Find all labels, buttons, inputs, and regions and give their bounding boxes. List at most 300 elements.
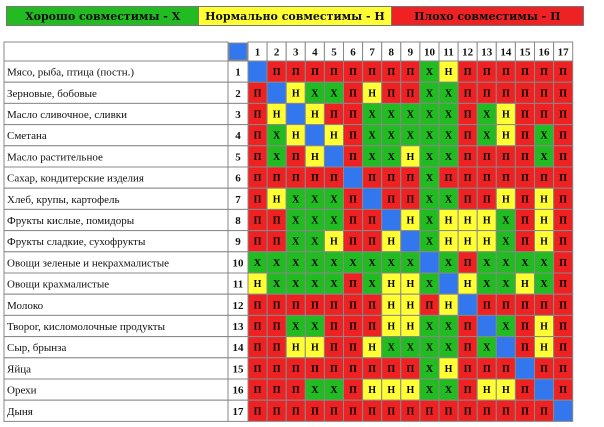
compatibility-mark: Х [425,109,434,121]
compatibility-mark: Н [540,342,548,354]
compatibility-mark: П [349,236,357,248]
row-label: Дыня [7,405,33,418]
compatibility-mark: Н [406,151,415,163]
compatibility-mark: Н [310,109,319,121]
compatibility-mark: П [310,406,319,418]
compatibility-mark: П [253,342,262,354]
compatibility-mark: П [291,300,300,312]
compatibility-mark: П [330,342,338,354]
diagonal-cell [458,294,477,315]
compatibility-mark: П [272,215,281,227]
compatibility-mark: П [463,173,472,185]
compatibility-mark: П [349,67,357,79]
compatibility-mark: П [521,130,529,142]
compatibility-mark: П [540,173,548,185]
compatibility-mark: Н [387,321,396,333]
compatibility-mark: Х [483,109,491,121]
compatibility-mark: П [272,236,281,248]
compatibility-mark: П [482,363,491,375]
compatibility-mark: П [291,67,300,79]
row-label-cell [4,358,228,379]
compatibility-mark: П [521,236,529,248]
diagonal-cell [363,188,382,209]
diagonal-cell [496,337,515,358]
compatibility-mark: П [559,215,568,227]
compatibility-mark: П [368,406,377,418]
compatibility-mark: Х [425,88,434,100]
compatibility-mark: П [272,67,281,79]
column-header-label: 1 [254,46,261,59]
compatibility-mark: Х [330,279,338,291]
compatibility-mark: П [559,321,568,333]
compatibility-mark: П [253,173,262,185]
compatibility-mark: Н [291,130,300,142]
compatibility-mark: Н [406,215,415,227]
compatibility-mark: Н [330,130,338,142]
compatibility-mark: П [463,151,472,163]
row-label: Масло сливочное, сливки [7,109,127,121]
compatibility-mark: Х [311,194,319,206]
compatibility-mark: П [349,194,357,206]
row-number: 13 [232,321,244,333]
compatibility-mark: П [521,88,529,100]
compatibility-mark: Н [387,385,396,397]
compatibility-mark: П [425,406,434,418]
row-label: Масло растительное [7,151,103,164]
compatibility-mark: Х [368,109,376,121]
compatibility-mark: Х [406,130,414,142]
compatibility-mark: П [253,109,262,121]
compatibility-mark: Х [425,67,434,79]
compatibility-mark: П [310,363,319,375]
compatibility-mark: П [291,385,300,397]
compatibility-mark: П [559,173,568,185]
compatibility-mark: Х [311,321,319,333]
compatibility-mark: П [559,151,568,163]
compatibility-mark: П [349,279,357,291]
compatibility-mark: П [253,363,262,375]
diagonal-cell [420,252,439,273]
row-number: 16 [232,384,244,397]
diagonal-cell [267,82,286,103]
compatibility-mark: П [501,151,510,163]
compatibility-mark: П [559,88,568,100]
compatibility-mark: П [482,151,491,163]
compatibility-mark: Х [502,236,510,248]
compatibility-mark: Х [444,342,453,354]
compatibility-mark: П [349,406,357,418]
compatibility-mark: Х [483,257,491,269]
compatibility-mark: Н [540,236,548,248]
compatibility-mark: Х [502,279,510,291]
compatibility-mark: П [559,279,568,291]
compatibility-mark: П [349,109,357,121]
compatibility-mark: П [559,385,568,397]
compatibility-mark: П [482,173,491,185]
compatibility-mark: П [559,130,568,142]
row-label: Сыр, брынза [7,342,67,355]
compatibility-mark: П [368,300,377,312]
diagonal-cell [382,209,401,230]
compatibility-mark: Х [273,130,281,142]
compatibility-mark: П [540,67,548,79]
compatibility-mark: П [463,109,472,121]
compatibility-mark: П [368,236,377,248]
row-label: Творог, кисломолочные продукты [7,321,165,333]
row-label: Зерновые, бобовые [7,87,97,100]
column-header-label: 10 [423,46,435,59]
compatibility-mark: П [310,67,319,79]
compatibility-mark: П [330,109,338,121]
compatibility-mark: Х [425,194,434,206]
compatibility-mark: Х [273,257,281,269]
compatibility-mark: П [521,406,529,418]
diagonal-cell [248,61,267,82]
compatibility-mark: Х [425,279,434,291]
compatibility-mark: П [368,321,377,333]
compatibility-mark: Х [444,321,453,333]
diagonal-cell [286,103,305,124]
compatibility-mark: Н [482,236,491,248]
compatibility-mark: Х [521,257,529,269]
row-number: 12 [232,299,244,312]
row-number: 10 [232,257,244,270]
compatibility-mark: П [501,67,510,79]
compatibility-mark: Х [425,173,434,185]
compatibility-mark: П [521,109,529,121]
compatibility-mark: П [368,173,377,185]
compatibility-mark: П [501,300,510,312]
compatibility-mark: Х [368,279,376,291]
compatibility-mark: Х [444,151,453,163]
compatibility-mark: Х [311,385,319,397]
compatibility-mark: П [272,300,281,312]
compatibility-mark: П [463,257,472,269]
compatibility-mark: П [559,300,568,312]
compatibility-mark: П [463,342,472,354]
row-label: Молоко [7,299,44,312]
compatibility-mark: Н [387,236,396,248]
compatibility-mark: Н [463,236,472,248]
compatibility-mark: Х [425,236,434,248]
compatibility-mark: Н [310,342,319,354]
compatibility-mark: Н [501,109,510,121]
column-header-label: 8 [388,46,394,59]
column-header-label: 7 [369,46,375,59]
compatibility-mark: Х [502,257,510,269]
compatibility-mark: П [482,88,491,100]
row-label: Сметана [7,130,47,143]
row-label: Фрукты сладкие, сухофрукты [7,236,146,249]
compatibility-mark: П [521,67,529,79]
compatibility-mark: П [444,406,453,418]
row-number: 3 [235,109,241,121]
compatibility-mark: П [521,194,529,206]
compatibility-mark: П [349,363,357,375]
compatibility-mark: Н [406,300,415,312]
compatibility-mark: Н [291,88,300,100]
column-header-label: 3 [293,46,299,59]
compatibility-mark: П [406,363,415,375]
compatibility-mark: П [406,67,415,79]
compatibility-mark: П [521,321,529,333]
compatibility-mark: П [501,363,510,375]
compatibility-mark: Х [387,109,395,121]
compatibility-mark: Х [311,88,319,100]
compatibility-mark: П [272,342,281,354]
compatibility-mark: П [425,300,434,312]
compatibility-mark: Х [273,151,281,163]
compatibility-mark: Н [501,385,510,397]
column-header-label: 2 [273,46,280,59]
row-number: 11 [232,278,244,291]
compatibility-mark: П [540,406,548,418]
column-header-label: 14 [500,46,512,59]
row-number: 17 [232,405,244,418]
compatibility-mark: П [463,88,472,100]
compatibility-mark: Х [330,385,338,397]
compatibility-mark: П [272,321,281,333]
compatibility-mark: П [253,151,262,163]
column-header-label: 11 [443,46,454,59]
compatibility-mark: П [368,67,377,79]
compatibility-mark: П [368,363,377,375]
compatibility-mark: П [272,406,281,418]
compatibility-mark: П [310,300,319,312]
compatibility-mark: П [291,173,300,185]
compatibility-mark: Н [463,279,472,291]
compatibility-mark: П [253,321,262,333]
diagonal-cell [401,231,420,252]
compatibility-mark: Н [253,279,262,291]
compatibility-mark: П [463,67,472,79]
column-header-label: 4 [312,46,318,59]
row-label: Овощи зеленые и некрахмалистые [7,257,170,270]
compatibility-mark: Х [406,257,414,269]
compatibility-mark: Х [311,236,319,248]
legend-normal: Нормально совместимы - Н [199,7,391,25]
compatibility-mark: Н [482,215,491,227]
compatibility-mark: П [559,363,568,375]
compatibility-mark: П [521,173,529,185]
compatibility-mark: Х [444,385,453,397]
compatibility-mark: П [291,406,300,418]
row-label: Сахар, кондитерские изделия [7,172,144,185]
compatibility-mark: П [253,406,262,418]
header-corner-cell [229,43,247,60]
compatibility-mark: Х [540,130,548,142]
row-label-cell [4,400,228,421]
compatibility-mark: Н [272,194,281,206]
row-number: 6 [235,172,241,185]
compatibility-mark: П [387,406,396,418]
compatibility-mark: Х [368,130,376,142]
compatibility-mark: Х [292,257,300,269]
compatibility-mark: Н [444,300,453,312]
compatibility-mark: П [463,321,472,333]
compatibility-mark: Н [406,279,415,291]
row-label: Орехи [7,384,37,397]
compatibility-mark: Н [406,321,415,333]
header-blank-cell [4,42,228,61]
row-label: Овощи крахмалистые [7,278,110,291]
column-header-label: 5 [331,46,337,59]
column-header-label: 12 [462,46,474,59]
compatibility-mark: Н [540,194,548,206]
compatibility-mark: П [272,173,281,185]
diagonal-cell [515,358,534,379]
compatibility-mark: П [349,321,357,333]
compatibility-mark: П [330,321,338,333]
compatibility-mark: Х [406,109,414,121]
diagonal-cell [477,315,496,336]
compatibility-mark: Х [425,385,434,397]
compatibility-mark: Х [368,257,376,269]
row-label: Фрукты кислые, помидоры [7,215,135,227]
compatibility-mark: Х [273,279,281,291]
compatibility-mark: Х [330,215,338,227]
compatibility-mark: П [330,363,338,375]
compatibility-mark: Х [387,151,395,163]
compatibility-mark: Х [311,279,319,291]
compatibility-mark: Х [444,194,453,206]
compatibility-mark: П [463,130,472,142]
compatibility-mark: Н [387,279,396,291]
compatibility-mark: Х [425,151,434,163]
compatibility-mark: П [387,88,396,100]
row-label: Яйца [7,363,31,376]
compatibility-mark: Х [330,88,338,100]
column-header-label: 17 [557,46,569,59]
compatibility-mark: Х [311,257,319,269]
compatibility-mark: П [501,406,510,418]
compatibility-mark: П [349,385,357,397]
compatibility-mark: Х [253,257,262,269]
row-number: 9 [235,236,241,249]
compatibility-mark: П [253,236,262,248]
compatibility-mark: Н [368,385,377,397]
row-number: 7 [235,193,241,206]
legend-bad: Плохо совместимы - П [392,7,583,25]
compatibility-mark: П [291,151,300,163]
compatibility-mark: Х [330,194,338,206]
compatibility-mark: Х [483,130,491,142]
compatibility-mark: П [349,300,357,312]
compatibility-mark: П [463,363,472,375]
diagonal-cell [535,379,554,400]
compatibility-mark: Н [406,385,415,397]
compatibility-mark: П [521,342,529,354]
compatibility-mark: Х [444,257,453,269]
row-number: 8 [235,215,241,227]
compatibility-mark: П [253,88,262,100]
compatibility-mark: П [330,67,338,79]
compatibility-mark: П [387,363,396,375]
row-number: 5 [235,151,241,164]
compatibility-mark: П [253,385,262,397]
compatibility-mark: П [349,88,357,100]
compatibility-mark: Х [444,130,453,142]
row-label: Хлеб, крупы, картофель [7,193,120,206]
row-number: 4 [235,130,241,143]
column-header-label: 9 [407,46,414,59]
compatibility-mark: Х [502,321,510,333]
row-number: 1 [235,66,241,79]
compatibility-mark: Н [291,342,300,354]
compatibility-mark: П [482,300,491,312]
compatibility-mark: Х [311,215,319,227]
compatibility-mark: Н [444,215,453,227]
row-number: 14 [232,342,244,355]
compatibility-mark: П [387,173,396,185]
compatibility-mark: П [501,173,510,185]
compatibility-mark: Х [368,151,376,163]
compatibility-mark: П [559,257,568,269]
compatibility-mark: П [521,300,529,312]
compatibility-mark: Н [540,215,548,227]
compatibility-mark: Х [387,130,395,142]
compatibility-mark: Х [540,151,548,163]
compatibility-mark: П [463,385,472,397]
compatibility-mark: П [349,215,357,227]
compatibility-mark: Х [425,321,434,333]
compatibility-mark: П [521,151,529,163]
compatibility-mark: П [253,215,262,227]
compatibility-mark: П [540,88,548,100]
compatibility-mark: П [406,88,415,100]
compatibility-mark: П [253,300,262,312]
compatibility-mark: Н [444,236,453,248]
compatibility-mark: П [349,130,357,142]
compatibility-mark: П [253,194,262,206]
column-header-label: 6 [350,46,356,59]
compatibility-mark: Х [349,257,357,269]
compatibility-mark: П [540,109,548,121]
compatibility-mark: Н [463,215,472,227]
compatibility-mark: П [482,194,491,206]
compatibility-mark: П [482,67,491,79]
compatibility-mark: Х [292,194,300,206]
compatibility-mark: Х [425,130,434,142]
compatibility-mark: Н [368,88,377,100]
compatibility-mark: П [521,215,529,227]
compatibility-mark: Н [387,300,396,312]
compatibility-mark: Х [406,342,414,354]
compatibility-mark: Х [330,257,338,269]
compatibility-mark: П [330,173,338,185]
compatibility-mark: П [559,67,568,79]
compatibility-mark: П [368,215,377,227]
compatibility-mark: Х [483,342,491,354]
compatibility-mark: Х [425,363,434,375]
compatibility-mark: Н [330,236,338,248]
diagonal-cell [344,167,363,188]
compatibility-mark: П [406,406,415,418]
compatibility-mark: Н [501,130,510,142]
compatibility-mark: Х [292,279,300,291]
compatibility-mark: П [501,88,510,100]
compatibility-mark: Х [502,215,510,227]
compatibility-mark: П [482,406,491,418]
compatibility-mark: П [444,173,453,185]
compatibility-mark: П [559,342,568,354]
column-header-label: 15 [519,46,531,59]
compatibility-mark: П [406,173,415,185]
compatibility-mark: Х [387,342,395,354]
compatibility-mark: Х [540,279,548,291]
row-label-cell [4,379,228,400]
compatibility-mark: П [463,194,472,206]
